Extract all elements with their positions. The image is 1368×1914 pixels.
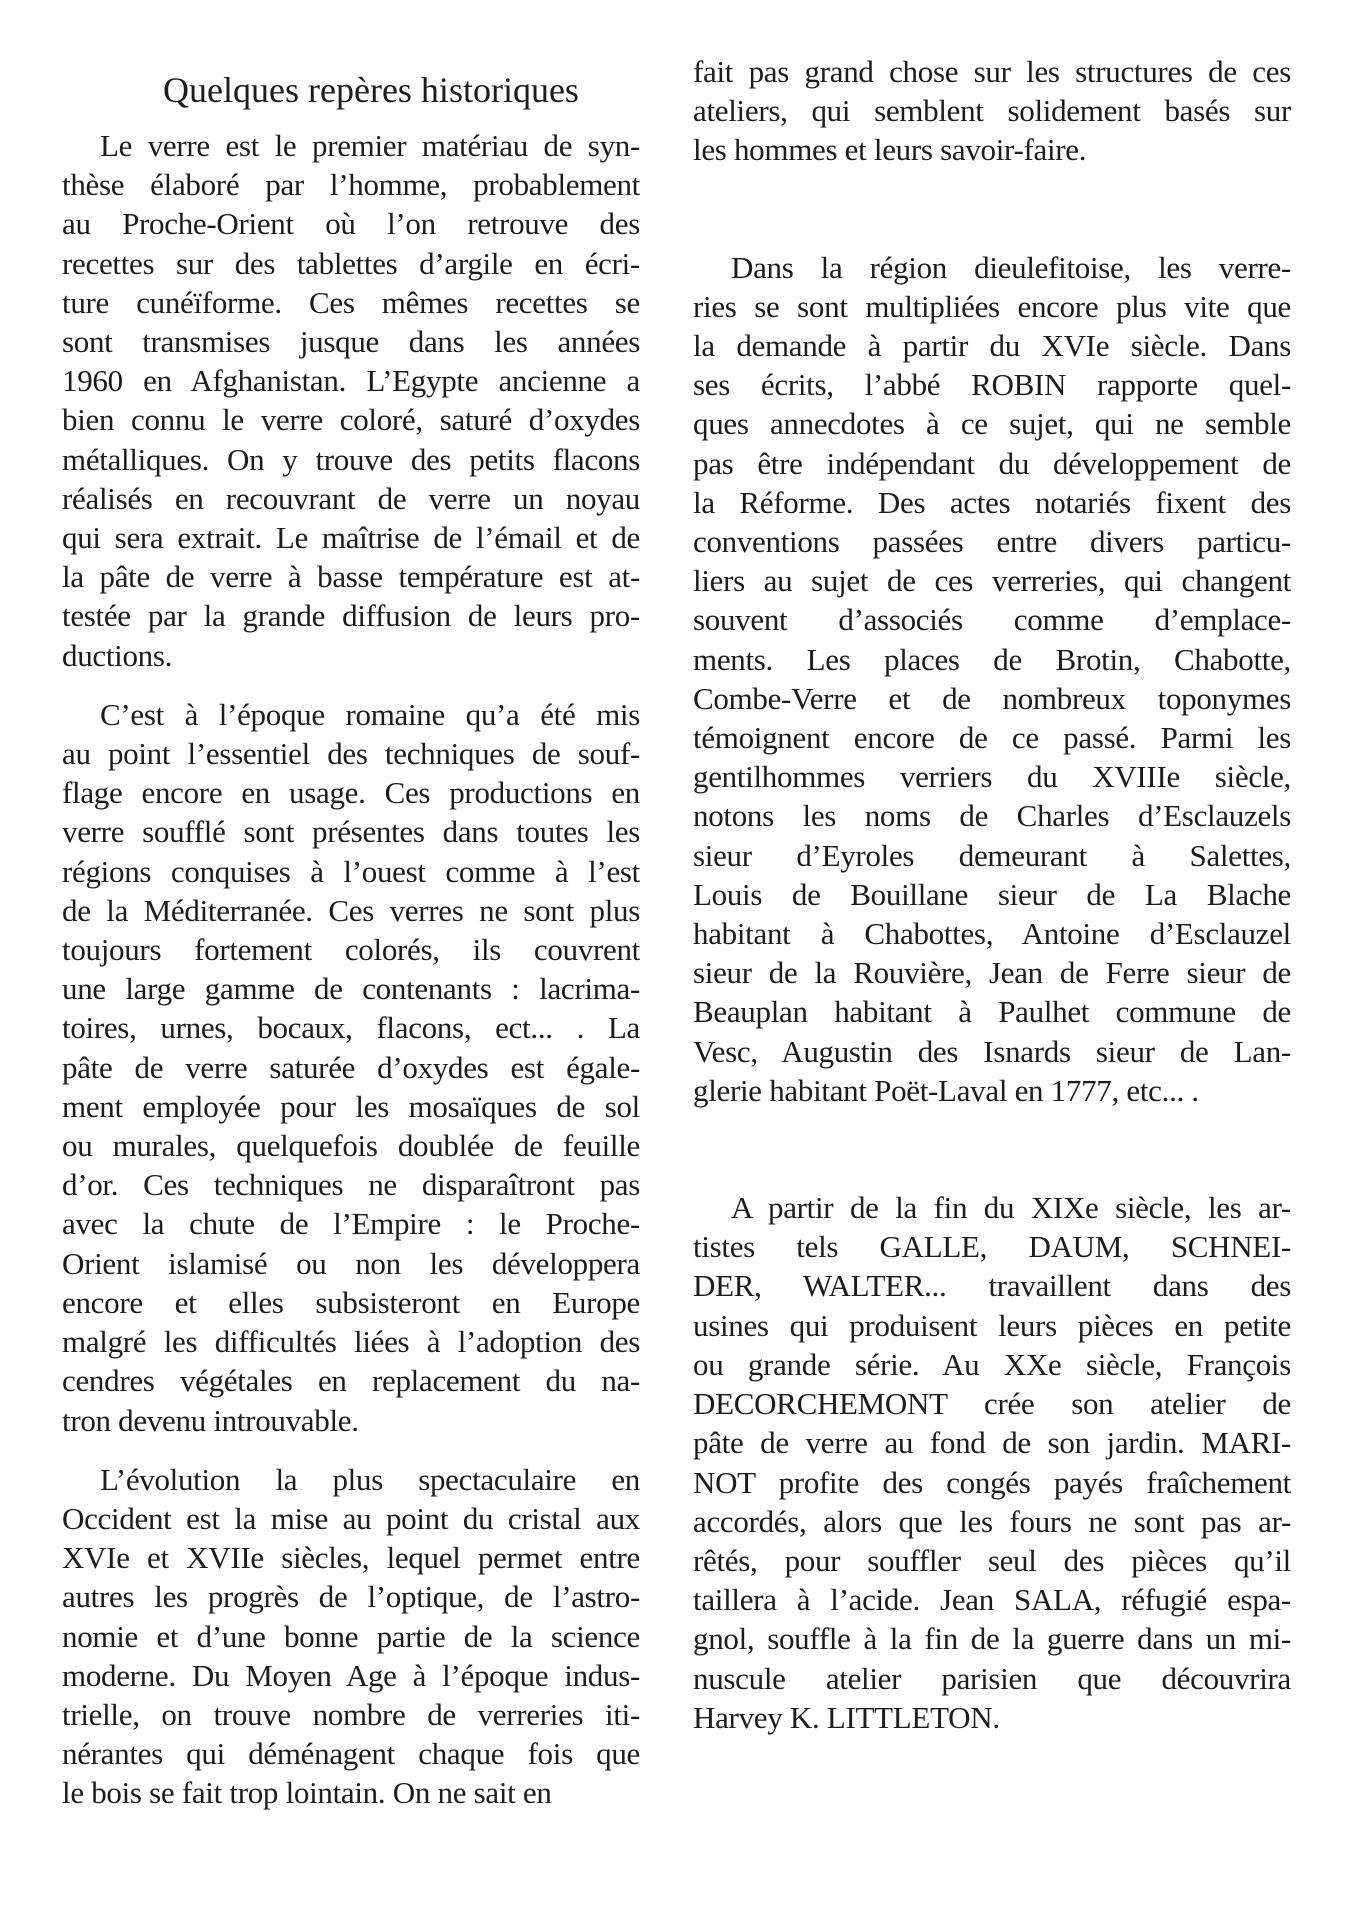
text-line: témoignent encore de ce passé. Parmi les <box>693 720 1291 756</box>
text-line: ques annecdotes à ce sujet, qui ne semble <box>693 406 1291 442</box>
text-line: Le verre est le premier matériau de syn- <box>100 128 640 163</box>
text-line: la demande à partir du XVIe siècle. Dans <box>693 328 1291 364</box>
text-line: le bois se fait trop lointain. On ne sait en <box>62 1775 552 1811</box>
text-line: fait pas grand chose sur les structures de ces <box>693 54 1291 89</box>
text-line: nomie et d’une bonne partie de la science <box>62 1618 640 1654</box>
text-line: ductions. <box>62 637 173 673</box>
text-line: habitant à Chabottes, Antoine d’Esclauzel <box>693 916 1291 952</box>
text-line: recettes sur des tablettes d’argile en écri- <box>62 245 640 281</box>
text-line: bien connu le verre coloré, saturé d’oxydes <box>62 402 640 438</box>
text-line: Beauplan habitant à Paulhet commune de <box>693 994 1291 1030</box>
text-line: usines qui produisent leurs pièces en petite <box>693 1307 1291 1343</box>
paragraph-modern-artists <box>693 1188 1291 1737</box>
text-line: une large gamme de contenants : lacrima- <box>62 971 640 1007</box>
text-line: DER, WALTER... travaillent dans des <box>693 1268 1291 1304</box>
text-line: Orient islamisé ou non les développera <box>62 1245 640 1281</box>
text-line: Vesc, Augustin des Isnards sieur de Lan- <box>693 1033 1291 1069</box>
text-line: nuscule atelier parisien que découvrira <box>693 1660 1291 1696</box>
left-column <box>62 0 640 1813</box>
text-line: Harvey K. LITTLETON. <box>693 1699 1000 1735</box>
text-line: encore et elles subsisteront en Europe <box>62 1284 640 1320</box>
text-line: rêtés, pour souffler seul des pièces qu’il <box>693 1542 1291 1578</box>
paragraph-crystal-evolution-continued <box>693 52 1291 170</box>
text-line: NOT profite des congés payés fraîchement <box>693 1464 1291 1500</box>
text-line: L’évolution la plus spectaculaire en <box>100 1461 640 1497</box>
text-line: tistes tels GALLE, DAUM, SCHNEI- <box>693 1229 1291 1265</box>
text-line: toujours fortement colorés, ils couvrent <box>62 932 640 968</box>
text-line: verre soufflé sont présentes dans toutes les <box>62 814 640 850</box>
text-line: taillera à l’acide. Jean SALA, réfugié espa- <box>693 1582 1291 1618</box>
text-line: XVIe et XVIIe siècles, lequel permet entre <box>62 1540 640 1576</box>
text-line: la Réforme. Des actes notariés fixent des <box>693 484 1291 520</box>
text-line: ment employée pour les mosaïques de sol <box>62 1088 640 1124</box>
text-line: pas être indépendant du développement de <box>693 445 1291 481</box>
text-line: gentilhommes verriers du XVIIIe siècle, <box>693 759 1291 795</box>
text-line: liers au sujet de ces verreries, qui changent <box>693 563 1291 599</box>
text-line: cendres végétales en replacement du na- <box>62 1363 640 1399</box>
text-line: de la Méditerranée. Ces verres ne sont plus <box>62 892 640 928</box>
text-line: conventions passées entre divers particu- <box>693 524 1291 560</box>
text-line: souvent d’associés comme d’emplace- <box>693 602 1291 638</box>
text-line: A partir de la fin du XIXe siècle, les ar- <box>731 1190 1291 1226</box>
text-line: tron devenu introuvable. <box>62 1402 359 1438</box>
text-line: notons les noms de Charles d’Esclauzels <box>693 798 1291 834</box>
text-line: malgré les difficultés liées à l’adoption des <box>62 1324 640 1360</box>
paragraph-crystal-evolution <box>62 1460 640 1813</box>
text-line: 1960 en Afghanistan. L’Egypte ancienne a <box>62 363 640 399</box>
text-line: gnol, souffle à la fin de la guerre dans un mi- <box>693 1621 1291 1657</box>
text-line: nérantes qui déménagent chaque fois que <box>62 1736 640 1772</box>
text-line: sont transmises jusque dans les années <box>62 324 640 360</box>
text-line: Combe-Verre et de nombreux toponymes <box>693 680 1291 716</box>
text-line: ries se sont multipliées encore plus vite que <box>693 288 1291 324</box>
text-line: la pâte de verre à basse température est at- <box>62 559 640 595</box>
text-line: ou grande série. Au XXe siècle, François <box>693 1346 1291 1382</box>
text-line: ments. Les places de Brotin, Chabotte, <box>693 641 1291 677</box>
text-line: Louis de Bouillane sieur de La Blache <box>693 876 1291 912</box>
text-line: thèse élaboré par l’homme, probablement <box>62 167 640 203</box>
text-line: accordés, alors que les fours ne sont pas ar- <box>693 1503 1291 1539</box>
text-line: pâte de verre saturée d’oxydes est égale- <box>62 1049 640 1085</box>
text-line: pâte de verre au fond de son jardin. MARI- <box>693 1425 1291 1461</box>
text-line: Occident est la mise au point du cristal aux <box>62 1500 640 1536</box>
paragraph-roman-era <box>62 695 640 1440</box>
text-line: Dans la région dieulefitoise, les verre- <box>731 249 1291 285</box>
text-line: DECORCHEMONT crée son atelier de <box>693 1386 1291 1422</box>
text-line: ateliers, qui semblent solidement basés sur <box>693 93 1291 129</box>
text-line: avec la chute de l’Empire : le Proche- <box>62 1206 640 1242</box>
text-line: régions conquises à l’ouest comme à l’est <box>62 853 640 889</box>
text-line: au Proche-Orient où l’on retrouve des <box>62 206 640 242</box>
text-line: glerie habitant Poët-Laval en 1777, etc... . <box>693 1072 1199 1108</box>
text-line: les hommes et leurs savoir-faire. <box>693 132 1087 168</box>
text-line: C’est à l’époque romaine qu’a été mis <box>100 696 640 732</box>
text-line: autres les progrès de l’optique, de l’astro- <box>62 1579 640 1615</box>
right-column <box>693 52 1291 1737</box>
text-line: d’or. Ces techniques ne disparaîtront pas <box>62 1167 640 1203</box>
text-line: toires, urnes, bocaux, flacons, ect... . La <box>62 1010 640 1046</box>
text-line: ture cunéïforme. Ces mêmes recettes se <box>62 284 640 320</box>
paragraph-dieulefit-region <box>693 248 1291 1110</box>
text-line: réalisés en recouvrant de verre un noyau <box>62 480 640 516</box>
text-line: sieur de la Rouvière, Jean de Ferre sieur de <box>693 955 1291 991</box>
page-title: Quelques repères historiques <box>163 70 579 110</box>
text-line: qui sera extrait. Le maîtrise de l’émail et de <box>62 520 640 556</box>
text-line: flage encore en usage. Ces productions en <box>62 775 640 811</box>
text-line: trielle, on trouve nombre de verreries iti- <box>62 1696 640 1732</box>
text-line: ou murales, quelquefois doublée de feuille <box>62 1128 640 1164</box>
paragraph-origins <box>62 126 640 675</box>
text-line: testée par la grande diffusion de leurs pro- <box>62 598 640 634</box>
text-line: sieur d’Eyroles demeurant à Salettes, <box>693 837 1291 873</box>
text-line: au point l’essentiel des techniques de souf- <box>62 736 640 772</box>
text-line: métalliques. On y trouve des petits flacons <box>62 441 640 477</box>
text-line: moderne. Du Moyen Age à l’époque indus- <box>62 1657 640 1693</box>
text-line: ses écrits, l’abbé ROBIN rapporte quel- <box>693 367 1291 403</box>
